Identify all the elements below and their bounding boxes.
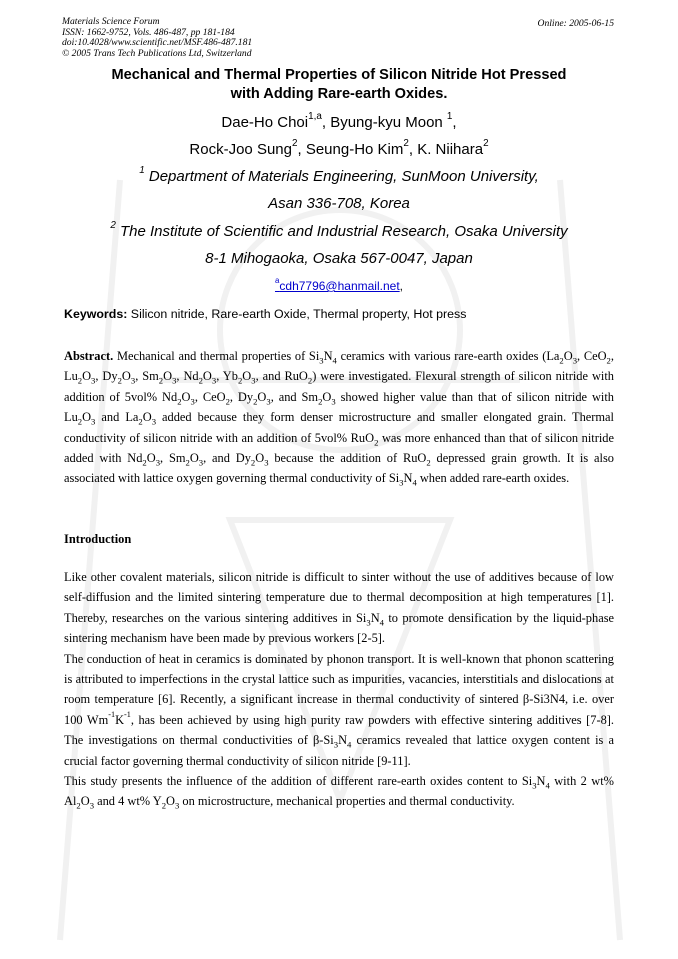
affiliation-2: $^2$ The Institute of Scientific and Industrial Research, Osaka University — [110, 220, 568, 240]
journal-issn: ISSN: 1662-9752, Vols. 486-487, pp 181-184 — [62, 26, 235, 38]
paper-title — [40, 66, 638, 104]
keywords-label: Keywords: — [64, 307, 128, 321]
contact-email: $^a$cdh7796@hanmail.net, — [274, 276, 403, 293]
online-date: Online: 2005-06-15 — [537, 18, 614, 29]
authors-line-1: Dae-Ho Choi$^{1,a}$, Byung-kyu Moon $^1$, — [221, 111, 457, 131]
affiliation-1-address: Asan 336-708, Korea — [268, 195, 410, 212]
keywords-text: Silicon nitride, Rare-earth Oxide, Thermal property, Hot press — [127, 307, 467, 321]
affiliation-1: $^1$ Department of Materials Engineering, SunMoon University, — [139, 165, 539, 185]
authors-line-2: Rock-Joo Sung$^2$, Seung-Ho Kim$^2$, K. Niihara$^2$ — [189, 138, 489, 158]
journal-header — [62, 17, 252, 59]
title-line-2: with Adding Rare-earth Oxides. — [230, 86, 448, 102]
keywords — [64, 307, 466, 321]
journal-name: Materials Science Forum — [62, 16, 160, 27]
abstract-paragraph: Abstract. Mechanical and thermal properties of $Si_3N_4$ ceramics with various rare-earth oxides ($La_2O_3$, CeO$_2$, $Lu_2O_3$, $Dy_2O_3$, $Sm_2O_3$, $Nd_2O_3$, $Yb_2O_3$, and RuO$_2$) were investigated. Flexural strength of silicon nitride with addition of 5vol% $Nd_2O_3$, CeO$_2$, $Dy_2O_3$, and $Sm_2O_3$ showed higher value than that of silicon nitride with $Lu_2O_3$ and $La_2O_3$ added because they form denser microstructure and smaller elongated grain. Thermal conductivity of silicon nitride with an addition of 5vol% RuO$_2$ was more enhanced than that of silicon nitride added with $Nd_2O_3$, $Sm_2O_3$, and $Dy_2O_3$ because the addition of RuO$_2$ depressed grain growth. It is also associated with lattice oxygen governing thermal conductivity of $Si_3N_4$ when added rare-earth oxides. — [64, 349, 615, 488]
affiliation-2-address: 8-1 Mihogaoka, Osaka 567-0047, Japan — [205, 250, 473, 267]
abstract-label: Abstract. — [64, 349, 114, 363]
journal-doi: doi:10.4028/www.scientific.net/MSF.486-487.181 — [62, 37, 253, 49]
journal-copyright: © 2005 Trans Tech Publications Ltd, Switzerland — [62, 47, 252, 59]
email-link[interactable]: $^a$cdh7796@hanmail.net — [274, 276, 400, 293]
introduction-heading: Introduction — [64, 532, 132, 546]
title-line-1: Mechanical and Thermal Properties of Silicon Nitride Hot Pressed — [111, 67, 567, 83]
introduction-body: Like other covalent materials, silicon nitride is difficult to sinter without the use of additives because of low self-diffusion and the limited sintering temperature due to thermal decomposition at high temperatures [1]. Thereby, researches on the various sintering additives in $Si_3N_4$ to promote densification by the liquid-phase sintering mechanism have been made by previous workers [2-5]. The conduction of heat in ceramics is dominated by phonon transport. It is well-known that phonon scattering is attributed to imperfections in the crystal lattice such as impurities, vacancies, interstitials and dislocations at room temperature [6]. Recently, a significant increase in thermal conductivity of sintered β-Si3N4, i.e. over 100 $Wm^{-1}K^{-1}$, has been achieved by using high purity raw powders with effective sintering additives [7-8]. The investigations on thermal conductivities of $\beta-Si_3N_4$ ceramics revealed that lattice oxygen content is a crucial factor governing thermal conductivity of silicon nitride [9-11]. This study presents the influence of the addition of different rare-earth oxides content to $Si_3N_4$ with 2 wt% $Al_2O_3$ and 4 wt% $Y_2O_3$ on microstructure, mechanical properties and thermal conductivity. — [64, 570, 615, 811]
